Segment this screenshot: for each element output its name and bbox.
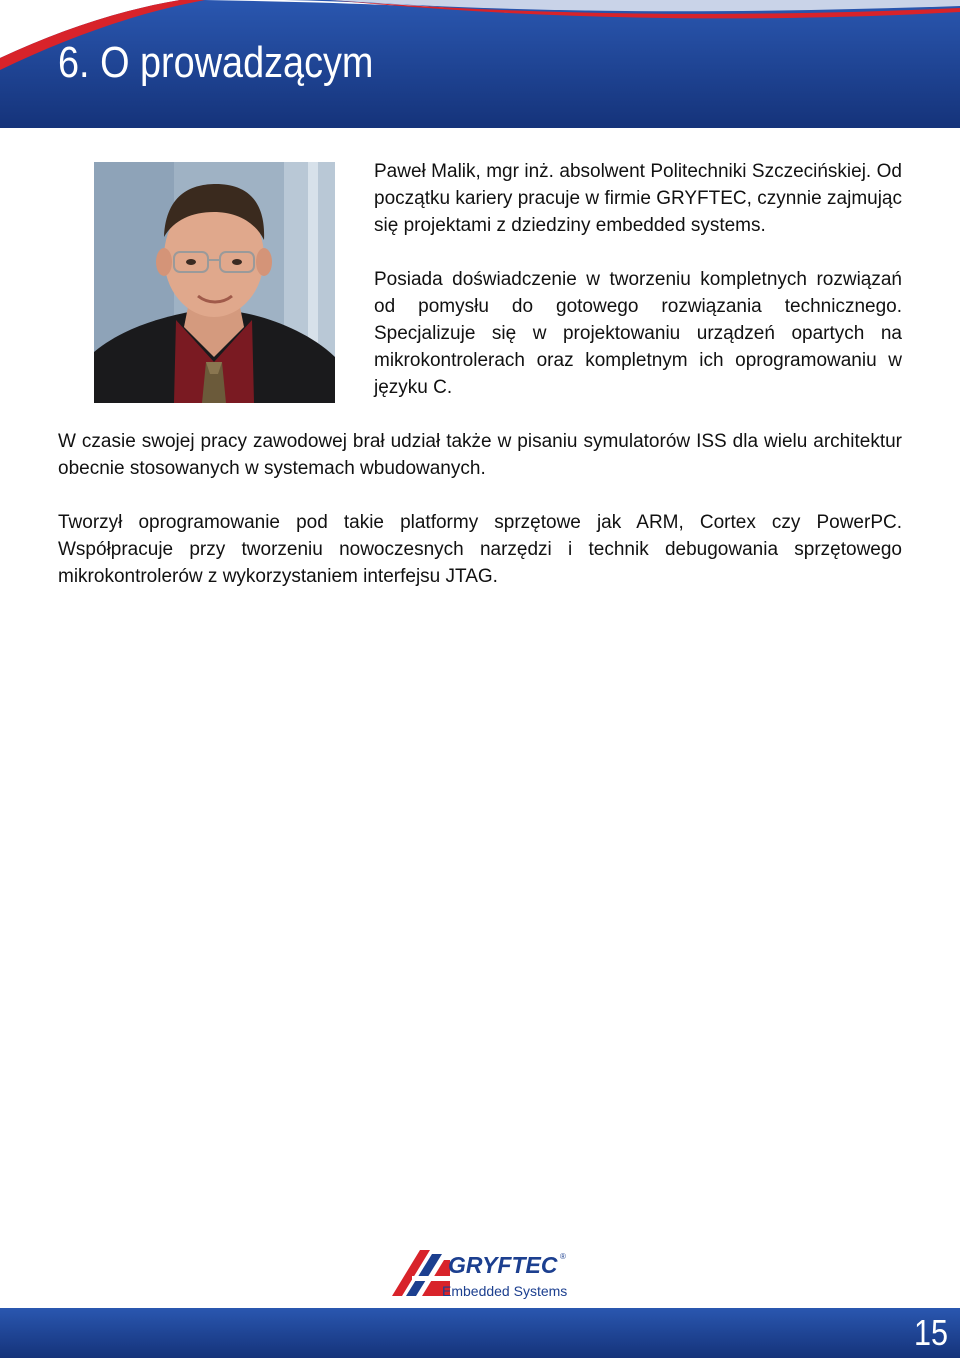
body-text — [58, 428, 902, 617]
body-paragraph-2: Tworzył oprogramowanie pod takie platformy sprzętowe jak ARM, Cortex czy PowerPC. Współpracuje przy tworzeniu nowoczesnych narzędzi i technik debugowania sprzętowego mikrokontrolerów z wykorzystaniem interfejsu JTAG. — [58, 512, 902, 587]
logo-name: GRYFTEC — [448, 1252, 558, 1278]
page-number: 15 — [913, 1312, 948, 1353]
intro-text — [374, 158, 902, 428]
intro-paragraph-1: Paweł Malik, mgr inż. absolwent Politechniki Szczecińskiej. Od początku kariery pracuje w firmie GRYFTEC, czynnie zajmując się projektami z dziedziny embedded systems. — [374, 161, 902, 236]
logo-tagline: Embedded Systems — [442, 1283, 568, 1299]
page-title: 6. O prowadzącym — [58, 38, 374, 87]
intro-paragraph-2: Posiada doświadczenie w tworzeniu kompletnych rozwiązań od pomysłu do gotowego rozwiązania technicznego. Specjalizuje się w projektowaniu urządzeń opartych na mikrokontrolerach oraz kompletnym ich oprogramowaniu w języku C. — [374, 269, 902, 398]
body-paragraph-1: W czasie swojej pracy zawodowej brał udział także w pisaniu symulatorów ISS dla wielu architektur obecnie stosowanych w systemach wbudowanych. — [58, 431, 902, 479]
portrait-photo — [94, 162, 335, 403]
logo-registered-mark: ® — [560, 1252, 566, 1261]
footer-band — [0, 1308, 960, 1358]
gryftec-logo — [392, 1246, 582, 1304]
